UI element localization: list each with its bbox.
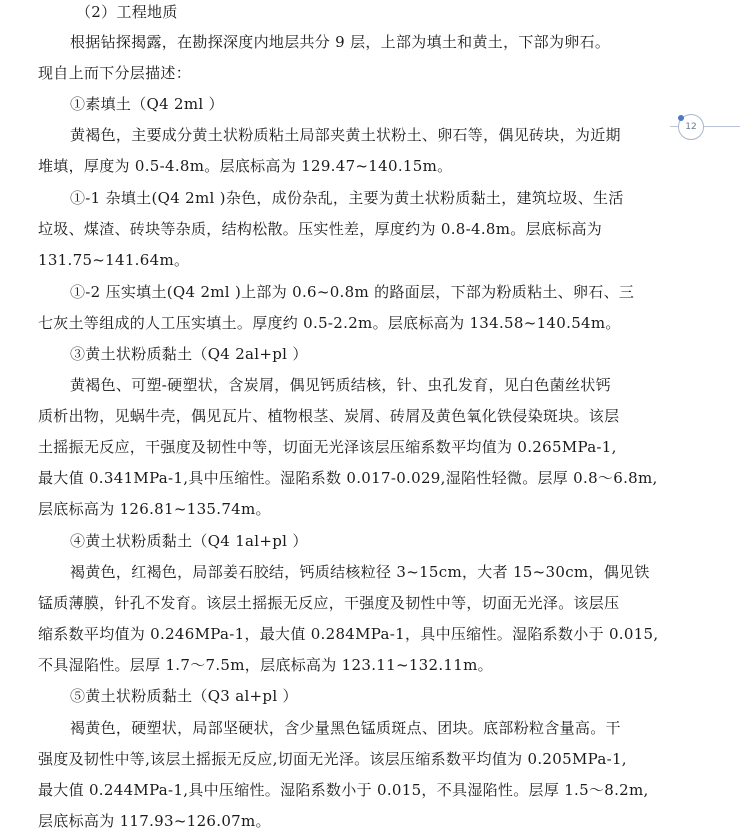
layer1-title: ①素填土（Q4 2ml ） [70, 95, 224, 113]
intro-line-1: 根据钻探揭露，在勘探深度内地层共分 9 层，上部为填土和黄土，下部为卵石。 [70, 33, 611, 51]
layer4-title: ④黄土状粉质黏土（Q4 1al+pl ） [70, 532, 308, 550]
layer3-line-4: 最大值 0.341MPa-1,具中压缩性。湿陷系数 0.017-0.029,湿陷性轻微。层厚 0.8～6.8m, [38, 469, 658, 487]
layer5-line-2: 强度及韧性中等,该层土摇振无反应,切面无光泽。该层压缩系数平均值为 0.205MPa-1, [38, 750, 627, 768]
layer4-line-1: 褐黄色，红褐色，局部姜石胶结，钙质结核粒径 3~15cm，大者 15~30cm，偶见铁 [70, 563, 650, 581]
layer5-title: ⑤黄土状粉质黏土（Q3 al+pl ） [70, 687, 298, 705]
comment-count-badge[interactable]: 12 [678, 114, 704, 140]
layer3-line-1: 黄褐色、可塑-硬塑状，含炭屑，偶见钙质结核，针、虫孔发育，见白色菌丝状钙 [70, 376, 611, 394]
layer3-line-2: 质析出物，见蜗牛壳，偶见瓦片、植物根茎、炭屑、砖屑及黄色氧化铁侵染斑块。该层 [38, 407, 620, 425]
layer1-line-1: 黄褐色，主要成分黄土状粉质粘土局部夹黄土状粉土、卵石等，偶见砖块，为近期 [70, 126, 621, 144]
layer4-line-2: 锰质薄膜，针孔不发育。该层土摇振无反应，干强度及韧性中等，切面无光泽。该层压 [38, 594, 620, 612]
layer1-1-line-2: 垃圾、煤渣、砖块等杂质，结构松散。压实性差，厚度约为 0.8-4.8m。层底标高为 [38, 220, 603, 238]
layer5-line-3: 最大值 0.244MPa-1,具中压缩性。湿陷系数小于 0.015，不具湿陷性。层厚 1.5～8.2m, [38, 781, 649, 799]
comment-dot-icon [678, 115, 684, 121]
layer3-title: ③黄土状粉质黏土（Q4 2al+pl ） [70, 345, 308, 363]
layer3-line-5: 层底标高为 126.81~135.74m。 [38, 500, 271, 518]
comment-marker[interactable] [670, 114, 740, 136]
layer1-line-2: 堆填，厚度为 0.5-4.8m。层底标高为 129.47~140.15m。 [38, 157, 453, 175]
layer1-2-line-1: ①-2 压实填土(Q4 2ml )上部为 0.6~0.8m 的路面层，下部为粉质粘土、卵石、三 [70, 283, 635, 301]
layer5-line-1: 褐黄色，硬塑状，局部坚硬状，含少量黑色锰质斑点、团块。底部粉粒含量高。干 [70, 719, 621, 737]
layer4-line-3: 缩系数平均值为 0.246MPa-1，最大值 0.284MPa-1，具中压缩性。湿陷系数小于 0.015, [38, 625, 659, 643]
layer4-line-4: 不具湿陷性。层厚 1.7～7.5m，层底标高为 123.11~132.11m。 [38, 656, 493, 674]
layer5-line-4: 层底标高为 117.93~126.07m。 [38, 812, 271, 830]
intro-line-2: 现自上而下分层描述： [38, 64, 192, 82]
layer3-line-3: 土摇振无反应，干强度及韧性中等，切面无光泽该层压缩系数平均值为 0.265MPa-1, [38, 438, 617, 456]
layer1-1-line-3: 131.75~141.64m。 [38, 251, 190, 269]
section-heading: （2）工程地质 [76, 3, 178, 21]
layer1-2-line-2: 七灰土等组成的人工压实填土。厚度约 0.5-2.2m。层底标高为 134.58~140.54m。 [38, 314, 621, 332]
layer1-1-line-1: ①-1 杂填土(Q4 2ml )杂色，成份杂乱，主要为黄土状粉质黏土，建筑垃圾、生活 [70, 189, 624, 207]
